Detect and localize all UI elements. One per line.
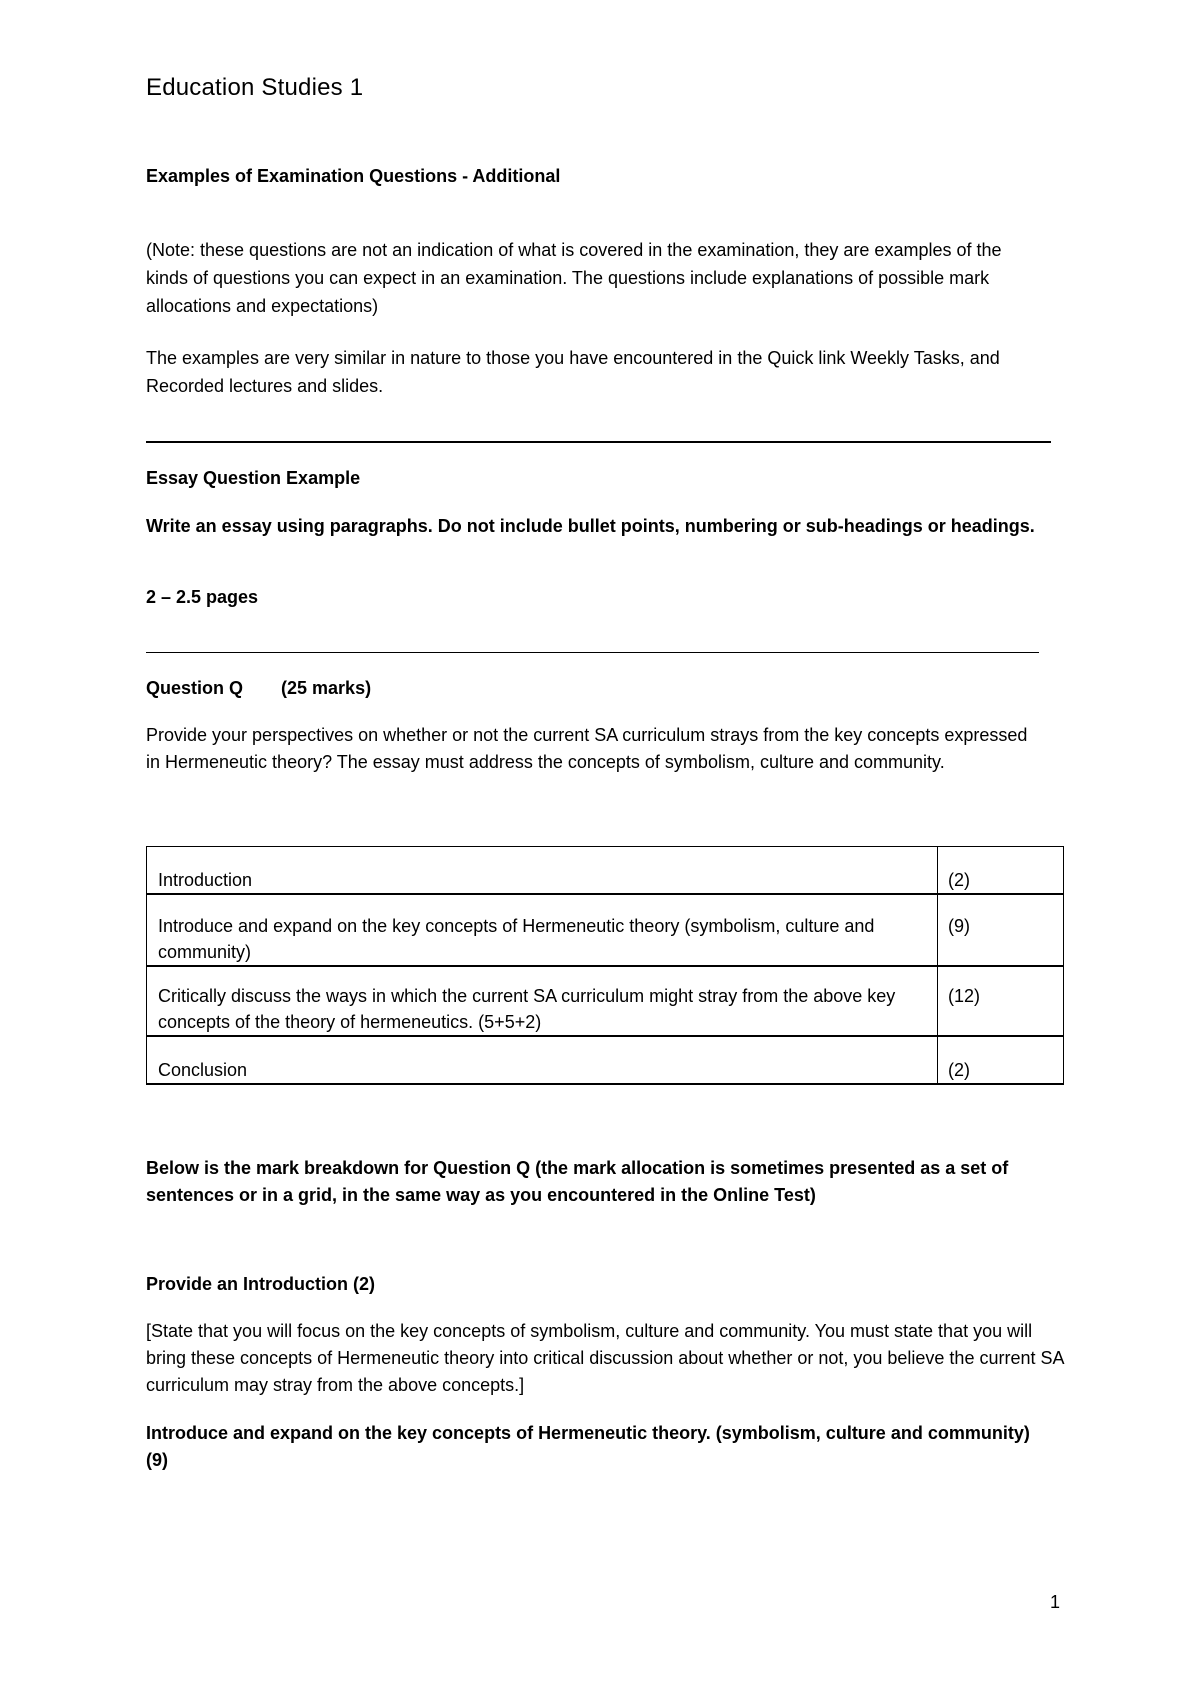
table-cell-mark: (12)	[938, 966, 1064, 1036]
question-label: Question Q	[146, 678, 244, 698]
question-heading	[146, 678, 371, 699]
mark-breakdown-intro: Below is the mark breakdown for Question Q (the mark allocation is sometimes presented as a set of sentences or in a grid, in the same way as you encountered in the Online Test)	[146, 1158, 1009, 1205]
table-cell-mark: (9)	[938, 894, 1064, 966]
pages-required: 2 – 2.5 pages	[146, 587, 259, 607]
section-divider	[146, 441, 1051, 443]
essay-heading: Essay Question Example	[146, 468, 361, 488]
table-row	[147, 894, 1064, 966]
table-cell-item: Critically discuss the ways in which the current SA curriculum might stray from the above key concepts of the theory of hermeneutics. (5+5+2)	[147, 966, 938, 1036]
question-text: Provide your perspectives on whether or not the current SA curriculum strays from the key concepts expressed in Hermeneutic theory? The essay must address the concepts of symbolism, culture and community.	[146, 725, 1028, 772]
question-marks: (25 marks)	[281, 678, 372, 698]
page-number: 1	[1050, 1592, 1061, 1612]
essay-instruction: Write an essay using paragraphs. Do not include bullet points, numbering or sub-headings or headings.	[146, 516, 1035, 536]
introduction-heading: Provide an Introduction (2)	[146, 1274, 376, 1294]
question-divider	[146, 652, 1039, 653]
table-cell-mark: (2)	[938, 847, 1064, 895]
table-row	[147, 847, 1064, 895]
key-concepts-heading: Introduce and expand on the key concepts of Hermeneutic theory. (symbolism, culture and community) (9)	[146, 1423, 1030, 1470]
introduction-guidance: [State that you will focus on the key concepts of symbolism, culture and community. You must state that you will bring these concepts of Hermeneutic theory into critical discussion about whether or not, you believe the current SA curriculum may stray from the above concepts.]	[146, 1321, 1064, 1395]
table-cell-item: Introduce and expand on the key concepts of Hermeneutic theory (symbolism, culture and community)	[147, 894, 938, 966]
mark-allocation-table	[146, 846, 1064, 1085]
table-cell-item: Introduction	[147, 847, 938, 895]
table-cell-mark: (2)	[938, 1036, 1064, 1084]
table-row	[147, 966, 1064, 1036]
table-cell-item: Conclusion	[147, 1036, 938, 1084]
note-paragraph: (Note: these questions are not an indication of what is covered in the examination, they are examples of the kinds of questions you can expect in an examination. The questions include explanations of possible mark allocations and expectations)	[146, 240, 1002, 316]
examples-paragraph: The examples are very similar in nature to those you have encountered in the Quick link Weekly Tasks, and Recorded lectures and slides.	[146, 348, 1000, 396]
document-title: Education Studies 1	[146, 74, 364, 101]
table-row	[147, 1036, 1064, 1084]
document-subtitle: Examples of Examination Questions - Additional	[146, 166, 561, 186]
